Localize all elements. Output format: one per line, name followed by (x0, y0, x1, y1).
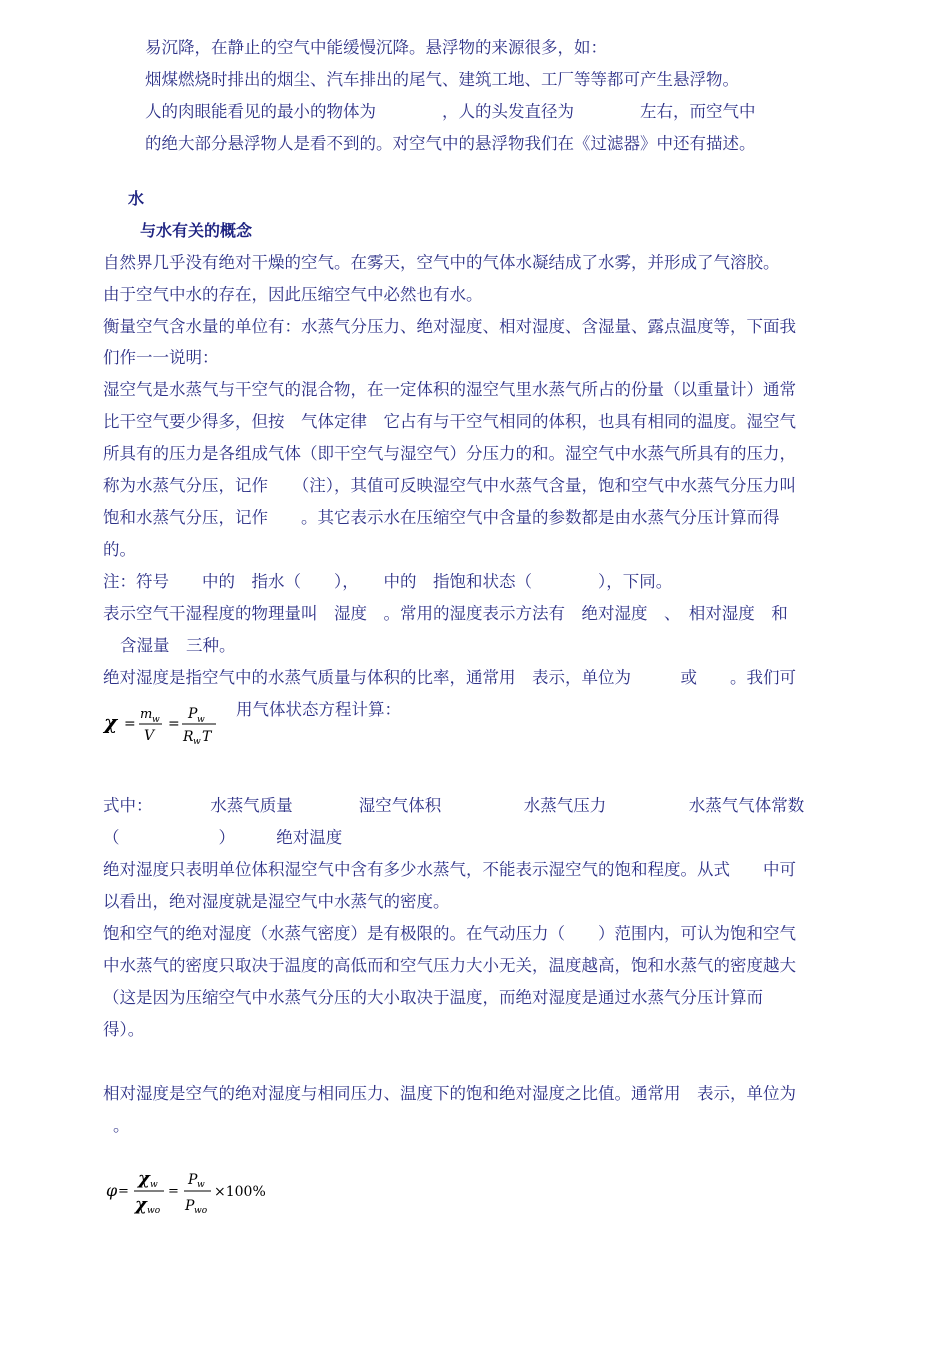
svg-text:wo: wo (194, 1206, 208, 1216)
svg-text:χ: χ (135, 1194, 147, 1215)
note-line: 注：符号 中的 指水（ ）， 中的 指饱和状态（ ），下同。 (103, 572, 673, 591)
svg-text:T: T (202, 729, 212, 745)
subsection-title: 与水有关的概念 (140, 221, 253, 240)
svg-text:=: = (168, 716, 180, 732)
text-line: 含湿量 三种。 (120, 636, 236, 655)
text-line: 的。 (103, 540, 136, 559)
text-line: 自然界几乎没有绝对干燥的空气。在雾天，空气中的气体水凝结成了水雾，并形成了气溶胶。 (103, 253, 780, 272)
text-line: 饱和水蒸气分压，记作 。其它表示水在压缩空气中含量的参数都是由水蒸气分压计算而得 (103, 508, 780, 527)
svg-text:V: V (144, 728, 155, 744)
text-line: 式中： 水蒸气质量 湿空气体积 水蒸气压力 水蒸气气体常数 (103, 796, 805, 815)
svg-text:R: R (183, 729, 194, 745)
text-line: 的绝大部分悬浮物人是看不到的。对空气中的悬浮物我们在《过滤器》中还有描述。 (145, 134, 756, 153)
svg-text:χ: χ (138, 1168, 150, 1189)
svg-text:m: m (140, 707, 153, 722)
text-line: 绝对湿度是指空气中的水蒸气质量与体积的比率，通常用 表示，单位为 或 。我们可 (103, 668, 796, 687)
text-line: 由于空气中水的存在，因此压缩空气中必然也有水。 (103, 285, 483, 304)
svg-text:P: P (188, 706, 198, 722)
svg-text:×100%: ×100% (214, 1184, 266, 1200)
text-line: 人的肉眼能看见的最小的物体为 ，人的头发直径为 左右，而空气中 (145, 102, 756, 121)
svg-text:P: P (188, 1172, 198, 1188)
text-line: 们作一一说明： (103, 348, 219, 367)
text-line: 比干空气要少得多，但按 气体定律 它占有与干空气相同的体积，也具有相同的温度。湿空气 (103, 412, 796, 431)
svg-text:w: w (197, 715, 205, 725)
svg-text:=: = (124, 716, 136, 732)
text-line: 。 (113, 1116, 130, 1135)
formula-lhs: φ (106, 1181, 118, 1200)
text-line: 用气体状态方程计算： (236, 700, 401, 719)
text-line: 烟煤燃烧时排出的烟尘、汽车排出的尾气、建筑工地、工厂等等都可产生悬浮物。 (145, 70, 739, 89)
text-line: 湿空气是水蒸气与干空气的混合物，在一定体积的湿空气里水蒸气所占的份量（以重量计）通常 (103, 380, 796, 399)
text-line: 称为水蒸气分压，记作 （注），其值可反映湿空气中水蒸气含量，饱和空气中水蒸气分压力叫 (103, 476, 796, 495)
svg-text:=: = (118, 1184, 129, 1199)
svg-text:=: = (168, 1184, 179, 1199)
absolute-humidity-formula (102, 696, 226, 752)
text-line: （这是因为压缩空气中水蒸气分压的大小取决于温度，而绝对湿度是通过水蒸气分压计算而 (103, 988, 763, 1007)
svg-text:w: w (152, 715, 160, 725)
text-line: 绝对湿度只表明单位体积湿空气中含有多少水蒸气，不能表示湿空气的饱和程度。从式 中可 (103, 860, 796, 879)
section-title: 水 (128, 189, 145, 208)
text-line: 中水蒸气的密度只取决于温度的高低而和空气压力大小无关，温度越高，饱和水蒸气的密度越大 (103, 956, 796, 975)
svg-text:wo: wo (147, 1206, 161, 1216)
text-line: 表示空气干湿程度的物理量叫 湿度 。常用的湿度表示方法有 绝对湿度 、 相对湿度 和 (103, 604, 788, 623)
formula-lhs: χ (104, 710, 118, 734)
relative-humidity-formula (104, 1160, 280, 1220)
text-line: 所具有的压力是各组成气体（即干空气与湿空气）分压力的和。湿空气中水蒸气所具有的压力， (103, 444, 796, 463)
text-line: 易沉降，在静止的空气中能缓慢沉降。悬浮物的来源很多，如： (145, 38, 607, 57)
text-line: 以看出，绝对湿度就是湿空气中水蒸气的密度。 (103, 892, 450, 911)
text-line: 得）。 (103, 1020, 145, 1039)
text-line: 相对湿度是空气的绝对湿度与相同压力、温度下的饱和绝对湿度之比值。通常用 表示，单位为 (103, 1084, 796, 1103)
svg-text:P: P (185, 1198, 195, 1214)
text-line: 衡量空气含水量的单位有：水蒸气分压力、绝对湿度、相对湿度、含湿量、露点温度等，下面我 (103, 317, 796, 336)
text-line: 饱和空气的绝对湿度（水蒸气密度）是有极限的。在气动压力（ ）范围内，可认为饱和空气 (103, 924, 796, 943)
svg-text:w: w (197, 1180, 205, 1190)
svg-text:w: w (150, 1180, 158, 1190)
text-line: （ ） 绝对温度 (103, 828, 343, 847)
svg-text:w: w (193, 737, 201, 747)
